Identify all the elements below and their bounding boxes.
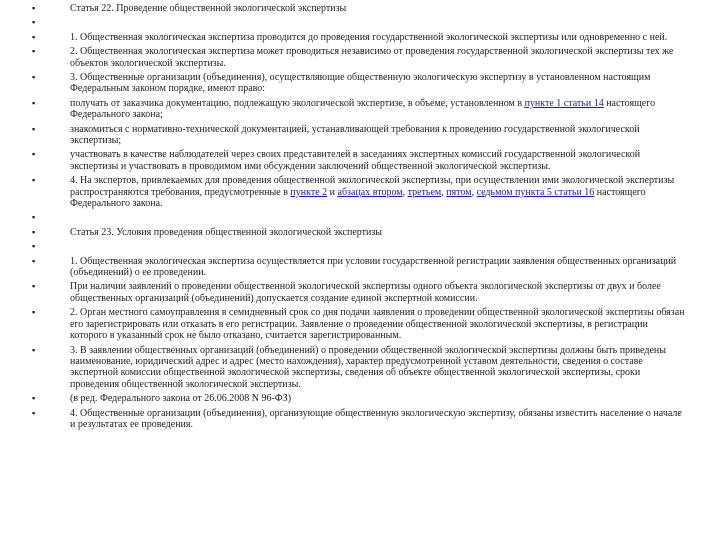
item-text	[70, 281, 685, 304]
bullet-icon: ▪	[32, 407, 36, 418]
bullet-icon: ▪	[32, 255, 36, 266]
item-text	[70, 46, 685, 69]
text-segment: получать от заказчика документацию, подлежащую экологической экспертизе, в объеме, установленном в	[70, 97, 525, 109]
list-item	[30, 256, 690, 279]
list-item	[30, 46, 690, 69]
bullet-icon: ▪	[32, 72, 36, 83]
text-segment: 4. Общественные организации (объединения), организующие общественную экологическую экспертизу, обязаны известить население о начале и результатах ее проведения.	[70, 407, 682, 430]
list-item	[30, 72, 690, 95]
bullet-icon: ▪	[32, 226, 36, 237]
law-reference-link[interactable]: седьмом пункта 5 статьи 16	[476, 186, 595, 198]
list-item	[30, 241, 690, 252]
bullet-icon: ▪	[32, 393, 36, 404]
list-item	[30, 345, 690, 391]
text-segment: Статья 22. Проведение общественной экологической экспертизы	[70, 3, 347, 14]
list-item	[30, 307, 690, 341]
law-reference-link[interactable]: третьем	[407, 186, 442, 198]
text-segment: 2. Общественная экологическая экспертиза может проводиться независимо от проведения государственной экологической экспертизы тех же объектов экологической экспертизы.	[70, 46, 674, 69]
law-reference-link[interactable]: пункте 2	[290, 186, 328, 198]
list-item	[30, 32, 690, 43]
bullet-icon: ▪	[32, 175, 36, 186]
text-segment: При наличии заявлений о проведении общественной экологической экспертизы одного объекта экологической экспертизы от двух и более общественных организаций (объединений) допускается создание единой экспертной комиссии.	[70, 281, 661, 304]
text-segment: 1. Общественная экологическая экспертиза проводится до проведения государственной экологической экспертизы или одновременно с ней.	[70, 31, 668, 43]
text-segment: и	[327, 186, 338, 198]
bullet-icon: ▪	[32, 212, 36, 223]
text-segment: (в ред. Федерального закона от 26.06.2008 N 96-ФЗ)	[70, 393, 292, 405]
bullet-icon: ▪	[32, 281, 36, 292]
text-segment: ,	[441, 186, 447, 198]
list-item	[30, 98, 690, 121]
document-list	[30, 3, 690, 433]
list-item	[30, 408, 690, 431]
item-text	[70, 72, 685, 95]
text-segment: 1. Общественная экологическая экспертиза осуществляется при условии государственной регистрации заявления общественных организаций (объединений) о ее проведении.	[70, 255, 677, 279]
list-item	[30, 227, 690, 238]
text-segment: 3. Общественные организации (объединения), осуществляющие общественную экологическую экспертизу в установленном настоящим Федеральным законом порядке, имеют право:	[70, 72, 651, 95]
text-segment: настоящего Федерального закона;	[70, 97, 656, 121]
item-text	[70, 256, 685, 279]
text-segment: 4. На экспертов, привлекаемых для проведения общественной экологической экспертизы, при осуществлении ими экологической экспертизы распространяются требования, предусмотренные в	[70, 175, 675, 198]
item-text	[70, 3, 685, 14]
item-text	[70, 124, 685, 147]
text-segment: 3. В заявлении общественных организаций (объединений) о проведении общественной экологической экспертизы должны быть приведены наименование, юридический адрес и адрес (место нахождения), характер предусмотренной уставом деятельности, сведения о составе экспертной комиссии общественной экологической экспертизы, сведения об объекте общественной экологической экспертизы, сроки проведения общественной экологической экспертизы.	[70, 344, 666, 390]
text-segment: Статья 23. Условия проведения общественной экологической экспертизы	[70, 226, 383, 238]
law-reference-link[interactable]: пятом	[446, 186, 472, 198]
item-text	[70, 393, 685, 404]
item-text	[70, 408, 685, 431]
bullet-icon: ▪	[32, 3, 36, 13]
text-segment: ,	[471, 186, 477, 198]
item-text	[70, 345, 685, 391]
item-text	[70, 98, 685, 121]
bullet-icon: ▪	[32, 46, 36, 57]
text-segment: участвовать в качестве наблюдателей через своих представителей в заседаниях экспертных комиссий государственной экологической экспертизы и участвовать в проводимом ими обсуждении заключений общественной экологической экспертизы.	[70, 149, 641, 172]
bullet-icon: ▪	[32, 241, 36, 252]
text-segment: ,	[402, 186, 408, 198]
list-item	[30, 3, 690, 14]
list-item	[30, 281, 690, 304]
list-item	[30, 124, 690, 147]
item-text	[70, 175, 685, 209]
text-segment: знакомиться с нормативно-технической документацией, устанавливающей требования к проведению государственной экологической экспертизы;	[70, 123, 640, 147]
bullet-icon: ▪	[32, 17, 36, 28]
bullet-icon: ▪	[32, 123, 36, 134]
bullet-icon: ▪	[32, 307, 36, 318]
list-item	[30, 393, 690, 404]
list-item	[30, 212, 690, 223]
text-segment: настоящего Федерального закона.	[70, 186, 646, 210]
bullet-icon: ▪	[32, 149, 36, 160]
bullet-icon: ▪	[32, 97, 36, 108]
list-item	[30, 17, 690, 28]
list-item	[30, 175, 690, 209]
law-reference-link[interactable]: пункте 1 статьи 14	[524, 97, 604, 109]
bullet-icon: ▪	[32, 344, 36, 355]
item-text	[70, 227, 685, 238]
text-segment: 2. Орган местного самоуправления в семидневный срок со дня подачи заявления о проведении общественной экологической экспертизы обязан его зарегистрировать или отказать в его регистрации. Заявление о проведении общественной экологической экспертизы, в регистрации которого в указанный срок не было отказано, считается зарегистрированным.	[70, 307, 685, 342]
list-item	[30, 149, 690, 172]
law-reference-link[interactable]: абзацах втором	[337, 186, 403, 198]
bullet-icon: ▪	[32, 31, 36, 42]
item-text	[70, 149, 685, 172]
item-text	[70, 307, 685, 341]
item-text	[70, 32, 685, 43]
